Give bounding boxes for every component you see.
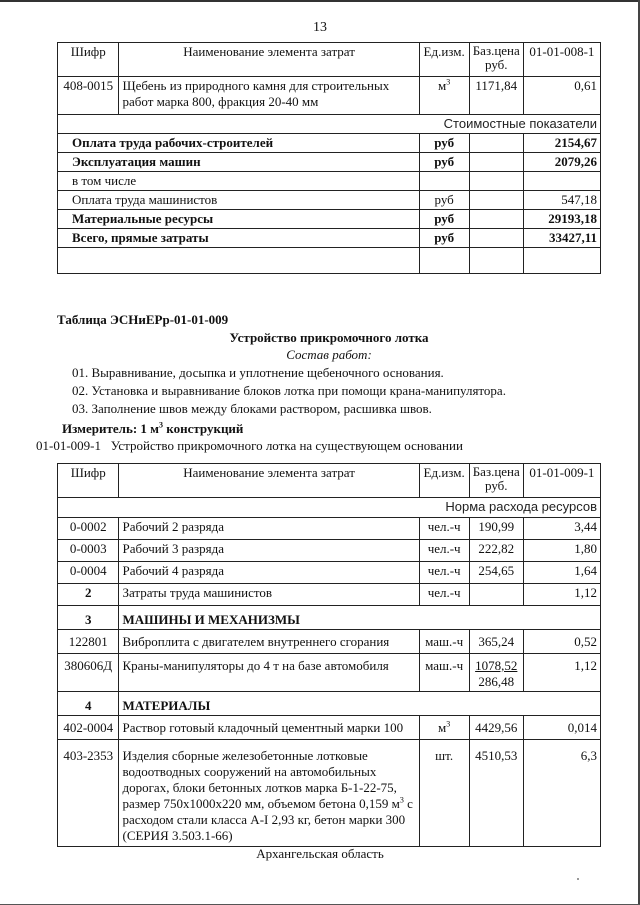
cost-row: в том числе bbox=[58, 172, 601, 191]
header-name: Наименование элемента затрат bbox=[119, 464, 419, 498]
page-number: 13 bbox=[313, 20, 327, 35]
table-row: 403-2353 Изделия сборные железобетонные лотковые водоотводных сооружений на автомобильных дорогах, блоки бетонных лотков марка Б-1-22-75, размер 750х1000х220 мм, объемом бетона 0,159 $м^3$ с расходом стали класса А-I 2,93 кг, бетон марки 300 (СЕРИЯ 3.503.1-66) шт. 4510,53 6,3 bbox=[58, 740, 601, 847]
table-header-row bbox=[58, 43, 601, 77]
header-code: Шифр bbox=[58, 464, 119, 498]
norm-code-line: 01-01-009-1 Устройство прикромочного лотка на существующем основании bbox=[36, 438, 463, 453]
row-code: 408-0015 bbox=[58, 77, 119, 115]
cost-row: Оплата труда машинистов руб 547,18 bbox=[58, 191, 601, 210]
spacer-row bbox=[58, 248, 601, 274]
row-value: 0,61 bbox=[523, 77, 600, 115]
header-name: Наименование элемента затрат bbox=[119, 43, 419, 77]
table-row: 0-0002 Рабочий 2 разряда чел.-ч 190,99 3,44 bbox=[58, 518, 601, 540]
section-label: Норма расхода ресурсов bbox=[58, 498, 601, 518]
scan-edge-top bbox=[0, 0, 640, 2]
resource-norm-table bbox=[57, 463, 601, 847]
work-item: 03. Заполнение швов между блоками раствором, расшивка швов. bbox=[72, 401, 432, 416]
row-name: Щебень из природного камня для строительных работ марка 800, фракция 20-40 мм bbox=[119, 77, 419, 115]
section-header-machines: 3 МАШИНЫ И МЕХАНИЗМЫ bbox=[58, 606, 601, 630]
section-label: Стоимостные показатели bbox=[58, 115, 601, 134]
row-unit: $м^3$ bbox=[419, 77, 469, 115]
header-norm: 01-01-009-1 bbox=[523, 464, 600, 498]
header-norm: 01-01-008-1 bbox=[523, 43, 600, 77]
cost-row: Оплата труда рабочих-строителей руб 2154,67 bbox=[58, 134, 601, 153]
table-subtitle: Устройство прикромочного лотка bbox=[229, 330, 429, 345]
header-price: Баз.цена руб. bbox=[469, 43, 523, 77]
header-unit: Ед.изм. bbox=[419, 43, 469, 77]
work-item: 02. Установка и выравнивание блоков лотка при помощи крана-манипулятора. bbox=[72, 383, 506, 398]
table-header-row bbox=[58, 464, 601, 498]
meter-label: Измеритель: 1 $м^3$ конструкций bbox=[62, 420, 244, 436]
cost-row: Эксплуатация машин руб 2079,26 bbox=[58, 153, 601, 172]
table-row: 0-0003 Рабочий 3 разряда чел.-ч 222,82 1,80 bbox=[58, 540, 601, 562]
table-row: 0-0004 Рабочий 4 разряда чел.-ч 254,65 1,64 bbox=[58, 562, 601, 584]
section-row bbox=[58, 115, 601, 134]
table-row: 122801 Виброплита с двигателем внутреннего сгорания маш.-ч 365,24 0,52 bbox=[58, 630, 601, 654]
cost-row: Материальные ресурсы руб 29193,18 bbox=[58, 210, 601, 229]
scan-artifact bbox=[577, 878, 579, 880]
table-row: 402-0004 Раствор готовый кладочный цементный марки 100 $м^3$ 4429,56 0,014 bbox=[58, 716, 601, 740]
header-price: Баз.цена руб. bbox=[469, 464, 523, 498]
header-unit: Ед.изм. bbox=[419, 464, 469, 498]
footer-region: Архангельская область bbox=[256, 846, 384, 861]
composition-label: Состав работ: bbox=[286, 347, 372, 362]
machinist-row: 2 Затраты труда машинистов чел.-ч 1,12 bbox=[58, 584, 601, 606]
row-price: 1171,84 bbox=[469, 77, 523, 115]
section-row bbox=[58, 498, 601, 518]
work-item: 01. Выравнивание, досыпка и уплотнение щебеночного основания. bbox=[72, 365, 444, 380]
table-row: 380606Д Краны-манипуляторы до 4 т на базе автомобиля маш.-ч 1078,52 286,48 1,12 bbox=[58, 654, 601, 692]
header-code: Шифр bbox=[58, 43, 119, 77]
cost-row: Всего, прямые затраты руб 33427,11 bbox=[58, 229, 601, 248]
table-title: Таблица ЭСНиЕРр-01-01-009 bbox=[57, 312, 229, 327]
top-cost-table bbox=[57, 42, 601, 274]
table-row bbox=[58, 77, 601, 115]
section-header-materials: 4 МАТЕРИАЛЫ bbox=[58, 692, 601, 716]
